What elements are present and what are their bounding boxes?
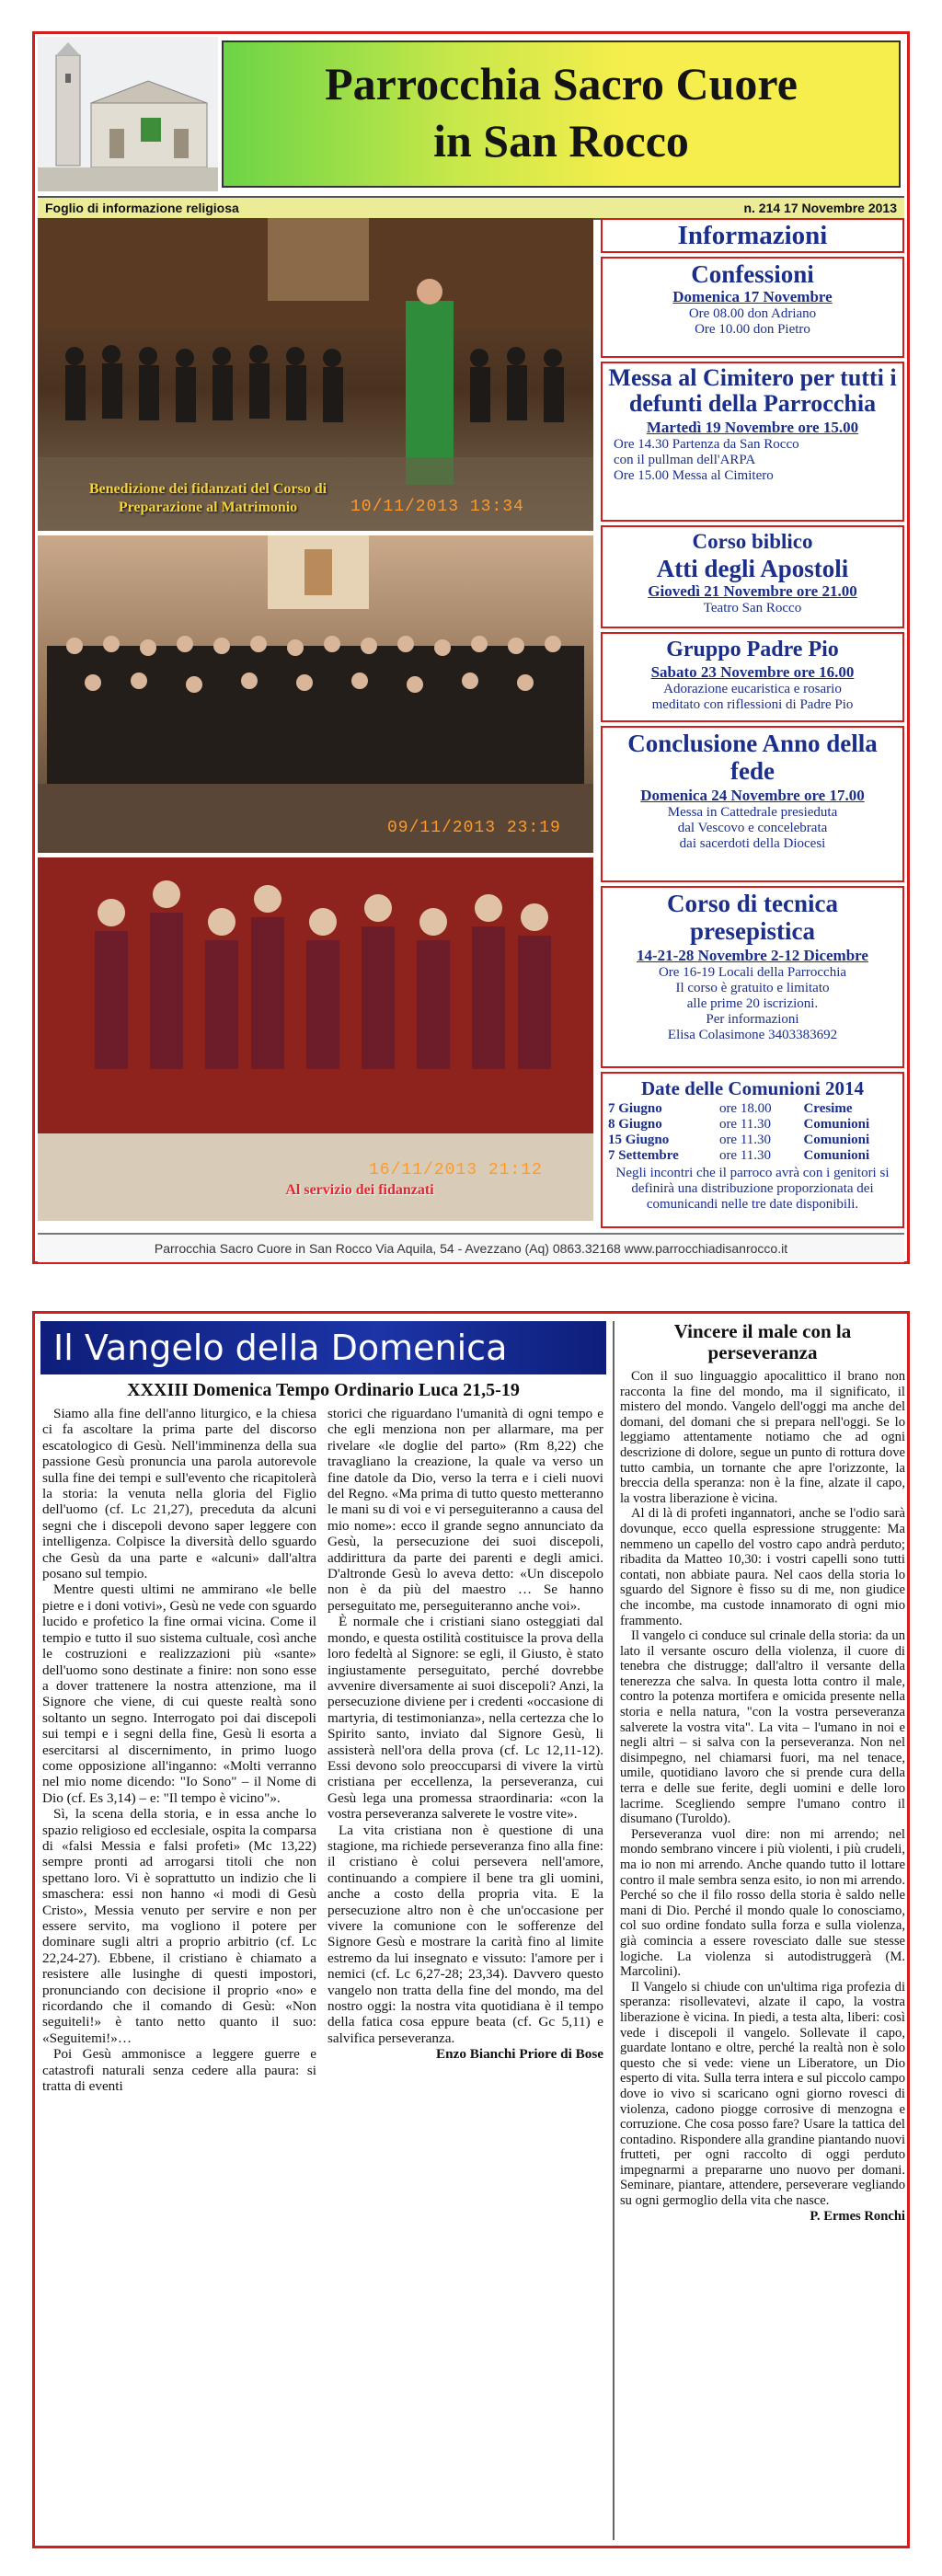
perseveranza-signature: P. Ermes Ronchi <box>810 2208 905 2224</box>
gospel-paragraph: È normale che i cristiani siano osteggiati dal mondo, e questa ostilità costituisce la prova della loro fedeltà al Signore: se egli, il Giusto, è stato ingiustamente perseguitato, perché dovrebbe avvenire diversamente ai suoi discepoli? Anzi, la persecuzione diviene per i credenti «occasione di martyria, di testimonianza», nella certezza che lo Spirito santo, inviato dal Signore Gesù, li assisterà nell'ora della prova (cf. Lc 12,11-12). Essi devono solo preoccuparsi di vivere la virtù cristiana per eccellenza, la perseveranza, cui Gesù lega una promessa straordinaria: «con la vostra perseveranza salverete le vostre vite». <box>327 1614 603 1823</box>
comunioni-table <box>603 1101 902 1164</box>
confessioni-title: Confessioni <box>691 260 814 288</box>
biblico-box <box>601 525 904 628</box>
comunione-row <box>603 1133 902 1148</box>
cimitero-line1: Ore 14.30 Partenza da San Rocco <box>614 437 799 452</box>
comunioni-box <box>601 1072 904 1228</box>
cimitero-line3: Ore 15.00 Messa al Cimitero <box>614 468 774 483</box>
fede-line2: dal Vescovo e concelebrata <box>677 821 828 835</box>
biblico-date: Giovedì 21 Novembre ore 21.00 <box>648 582 857 600</box>
comunione-time: ore 11.30 <box>718 1133 772 1147</box>
padrepio-title: Gruppo Padre Pio <box>666 638 839 661</box>
info-heading: Informazioni <box>677 221 828 250</box>
info-heading-box <box>601 218 904 253</box>
gospel-column-2 <box>327 1406 603 2063</box>
column-divider <box>613 1321 615 2540</box>
presepi-line3: alle prime 20 iscrizioni. <box>686 996 819 1011</box>
comunioni-title: Date delle Comunioni 2014 <box>640 1077 865 1099</box>
comunione-type: Comunioni <box>803 1133 870 1147</box>
gospel-paragraph: Mentre questi ultimi ne ammirano «le belle pietre e i doni votivi», Gesù ne vede con sguardo lucido e profetico la fine ormai vicina. Come il tempio e tutto il suo sistema cultuale, così anche le costruzioni e realizzazioni più «sante» dell'uomo sono destinate a finire: non sono esse a dover trattenere la nostra attenzione, ma il Signore che viene, di cui queste realtà sono soltanto un segno. Interrogato poi dai discepoli sui tempi e i segni della fine, Gesù li esorta a esercitarsi al discernimento, in primo luogo come opposizione all'inganno: «Molti verranno nel mio nome dicendo: "Io Sono" – il Nome di Dio (cf. Es 3,14) – e: "Il tempo è vicino"». <box>42 1581 316 1806</box>
title-line-2: in San Rocco <box>433 115 689 167</box>
title-box <box>222 40 901 188</box>
biblico-place: Teatro San Rocco <box>703 601 802 615</box>
confessioni-box <box>601 257 904 358</box>
title-line-1: Parrocchia Sacro Cuore <box>325 58 798 109</box>
comunione-date: 15 Giugno <box>608 1133 670 1147</box>
photo-volunteers <box>38 857 593 1221</box>
photo-timestamp-1: 10/11/2013 13:34 <box>350 498 524 516</box>
gospel-banner: Il Vangelo della Domenica <box>40 1321 606 1374</box>
perseveranza-column <box>620 1369 905 2224</box>
photo-group <box>38 535 593 853</box>
presepi-date: 14-21-28 Novembre 2-12 Dicembre <box>637 947 868 964</box>
comunione-row <box>603 1148 902 1164</box>
presepi-line2: Il corso è gratuito e limitato <box>675 981 830 995</box>
photo-caption-volunteers: Al servizio dei fidanzati <box>285 1182 434 1198</box>
perseveranza-title: Vincere il male con la perseveranza <box>673 1320 852 1363</box>
gospel-paragraph: Poi Gesù ammonisce a leggere guerre e catastrofi naturali senza cedere alla paura: si tratta di eventi <box>42 2046 316 2095</box>
perseveranza-paragraph: Perseveranza vuol dire: non mi arrendo; nel mondo sembrano vincere i più violenti, i più crudeli, ma io non mi arrendo. Anche quando tutto il lottare contro il male sembra senza esito, io non mi arrendo. Perché so che il filo rosso della storia è saldo nelle mani di Dio. Perché il mondo quale lo conosciamo, col suo ordine fondato sulla forza e sulla violenza, già comincia a essere rovesciato dalle sue stesse logiche. La violenza si autodistruggerà (M. Marcolini). <box>620 1826 905 1980</box>
gospel-paragraph: Siamo alla fine dell'anno liturgico, e la chiesa ci fa ascoltare la prima parte del discorso escatologico di Gesù. Nell'imminenza della sua passione Gesù pronuncia una parola autorevole sulla fine dei tempi e sull'evento che ricapitolerà la storia: la venuta nella gloria del Figlio dell'uomo (cf. Lc 21,27), preceduta da alcuni segni che i discepoli devono saper leggere con intelligenza. Colpisce la diversità dello sguardo che Gesù da una parte e «alcuni» dall'altra posano sul tempio. <box>42 1406 316 1582</box>
front-page <box>32 31 910 1264</box>
presepi-line4: Per informazioni <box>706 1012 799 1027</box>
padrepio-box <box>601 632 904 722</box>
cimitero-box <box>601 362 904 522</box>
info-column <box>601 218 904 1230</box>
gospel-page <box>32 1311 910 2548</box>
comunione-row <box>603 1117 902 1133</box>
church-illustration <box>38 37 218 191</box>
perseveranza-paragraph: Il vangelo ci conduce sul crinale della storia: da un lato il versante oscuro della violenza, il cuore di tenebra che distrugge; dall'altro il versante della tenerezza che salva. In questa lotta contro il male, contro la potenza mortifera e omicida presente nella storia e nella natura, "con la vostra perseveranza salverete la vostra vita". La vita – l'umano in noi e negli altri – si salva con la perseveranza. Non nel disimpegno, nel chiamarsi fuori, ma nel tenace, umile, quotidiano lavoro che si prende cura della terra e delle sue ferite, degli uomini e delle loro lacrime. Scegliendo sempre l'umano contro il disumano (Turoldo). <box>620 1628 905 1827</box>
presepi-title: Corso di tecnica presepistica <box>667 890 838 945</box>
fede-line3: dai sacerdoti della Diocesi <box>679 836 826 851</box>
comunione-date: 7 Settembre <box>608 1148 679 1163</box>
fede-box <box>601 726 904 882</box>
perseveranza-paragraph: Con il suo linguaggio apocalittico il brano non racconta la fine del mondo, ma il significato, il mistero del mondo. Vangelo dell'oggi ma anche del domani, del domani che si prepara nell'oggi. Se lo leggiamo attentamente notiamo che ad ogni descrizione di dolore, segue un punto di rottura dove tutto cambia, un tornante che apre l'orizzonte, la breccia della speranza: non è la fine, alzate il capo, la vostra liberazione è vicina. <box>620 1369 905 1506</box>
gospel-paragraph: La vita cristiana non è questione di una stagione, ma richiede perseveranza fino alla fine: il cristiano è colui persevera nell'amore, continuando a compiere il bene tra gli uomini, anche a costo della propria vita. E la persecuzione altro non è che un'occasione per vivere la comunione con le sofferenze del Signore Gesù e mostrare la carità fino al limite estremo da lui insegnato e vissuto: l'amore per i nemici (cf. Lc 6,27-28; 23,34). Davvero questo vangelo non tratta della fine del mondo, ma del nostro oggi: la nostra vita quotidiana è il tempo della fatica cosa eppure beata (cf. Gc 5,11) e salvifica perseveranza. <box>327 1822 603 2046</box>
comunione-type: Cresime <box>803 1101 853 1116</box>
comunione-type: Comunioni <box>803 1148 870 1163</box>
comunioni-note: Negli incontri che il parroco avrà con i genitori si definirà una distribuzione proporzionata dei comunicandi nelle tre date disponibili. <box>615 1166 890 1212</box>
masthead <box>38 37 904 191</box>
issue-strip <box>38 196 904 220</box>
comunione-time: ore 18.00 <box>718 1101 772 1116</box>
comunione-type: Comunioni <box>803 1117 870 1132</box>
gospel-signature: Enzo Bianchi Priore di Bose <box>436 2046 603 2063</box>
comunione-row <box>603 1101 902 1117</box>
confessioni-date: Domenica 17 Novembre <box>672 288 833 305</box>
gospel-column-1 <box>42 1406 316 2094</box>
photo-timestamp-2: 09/11/2013 23:19 <box>387 819 561 837</box>
perseveranza-paragraph: Il Vangelo si chiude con un'ultima riga profezia di speranza: risollevatevi, alzate il capo, la vostra liberazione è vicina. In piedi, a testa alta, liberi: così vede i discepoli il vangelo. Sollevate il capo, guardate lontano e oltre, perché la realtà non è solo questo che si vede: viene un Liberatore, un Dio esperto di vita. Sulla terra intera e sul piccolo campo dove io vivo si scaricano ogni giorno rovesci di violenza, cadono piogge corrosive di menzogna e corruzione. Che cosa posso fare? Usare la tattica del contadino. Rispondere alla grandine piantando nuovi frutteti, per ogni raccolto di oggi perduto impegnarmi a prepararne uno nuovo per domani. Seminare, piantare, attendere, perseverare vegliando su ogni germoglio della vita che nasce. <box>620 1979 905 2209</box>
comunione-date: 7 Giugno <box>608 1101 662 1116</box>
perseveranza-paragraph: Al di là di profeti ingannatori, anche se l'odio sarà dovunque, ecco quella espressione struggente: Ma nemmeno un capello del vostro capo andrà perduto; ribadita da Matteo 10,30: i vostri capelli sono tutti contati, non abbiate paura. Nel caos della storia lo sguardo del Signore è fisso su di me, non giudice che incombe, ma custode innamorato di ogni mio frammento. <box>620 1506 905 1628</box>
gospel-subtitle: XXXIII Domenica Tempo Ordinario Luca 21,5-19 <box>127 1380 520 1400</box>
cimitero-date: Martedì 19 Novembre ore 15.00 <box>646 419 859 436</box>
newsletter-subtitle: Foglio di informazione religiosa <box>45 201 239 215</box>
fede-title: Conclusione Anno della fede <box>627 730 878 785</box>
photo-caption-blessing: Benedizione dei fidanzati del Corso di Preparazione al Matrimonio <box>88 481 327 515</box>
presepi-line5: Elisa Colasimone 3403383692 <box>667 1028 838 1042</box>
confessioni-line2: Ore 10.00 don Pietro <box>695 322 810 337</box>
gospel-paragraph: storici che riguardano l'umanità di ogni tempo e che egli menziona non per allarmare, ma per rivelare «le doglie del parto» (Rm 8,22) che travagliano la creazione, la quale va verso un fine datole da Dio, verso la terra e i cieli nuovi del Regno. «Ma prima di tutto questo metteranno le mani su di voi e vi perseguiteranno a causa del mio nome»: ecco il grande segno annunciato da Gesù, la persecuzione dei suoi discepoli, addirittura da parte dei parenti e degli amici. D'altronde Gesù lo aveva detto: «Un discepolo non è da più del maestro … Se hanno perseguitato me, perseguiteranno anche voi». <box>327 1406 603 1614</box>
issue-number: n. 214 17 Novembre 2013 <box>743 201 897 215</box>
biblico-title2: Atti degli Apostoli <box>656 555 849 582</box>
biblico-title1: Corso biblico <box>692 530 813 553</box>
photo-timestamp-3: 16/11/2013 21:12 <box>369 1161 543 1179</box>
gospel-paragraph: Sì, la scena della storia, e in essa anche lo spazio religioso ed ecclesiale, ospita la comparsa di «falsi Messia e falsi profeti» (Mc 13,22) sempre pronti ad arrogarsi titoli che non spettano loro. Vi è soprattutto un indizio che li smaschera: essi non hanno «i modi di Gesù Cristo», Messia venuto per servire e non per essere servito, ma vogliono il potere per dominare sugli altri a proprio arbitrio (cf. Lc 22,24-27). Ebbene, il cristiano è chiamato a resistere alle lusinghe di questi impostori, pronunciando con decisione il proprio «no» e ricordando che il comando di Gesù: «Non seguiteli!» è tanto netto quanto il suo: «Seguitemi!»… <box>42 1806 316 2046</box>
fede-line1: Messa in Cattedrale presieduta <box>667 805 838 820</box>
presepi-box <box>601 886 904 1068</box>
confessioni-line1: Ore 08.00 don Adriano <box>688 306 817 321</box>
padrepio-date: Sabato 23 Novembre ore 16.00 <box>650 663 855 681</box>
fede-date: Domenica 24 Novembre ore 17.00 <box>640 787 865 804</box>
comunione-time: ore 11.30 <box>718 1117 772 1132</box>
comunione-time: ore 11.30 <box>718 1148 772 1163</box>
padrepio-line1: Adorazione eucaristica e rosario <box>663 682 842 696</box>
photo-blessing <box>38 218 593 531</box>
comunione-date: 8 Giugno <box>608 1117 662 1132</box>
parish-footer: Parrocchia Sacro Cuore in San Rocco Via Aquila, 54 - Avezzano (Aq) 0863.32168 www.parrocchiadisanrocco.it <box>38 1233 904 1262</box>
presepi-line1: Ore 16-19 Locali della Parrocchia <box>658 965 847 980</box>
padrepio-line2: meditato con riflessioni di Padre Pio <box>651 697 854 712</box>
cimitero-line2: con il pullman dell'ARPA <box>614 453 756 467</box>
cimitero-title: Messa al Cimitero per tutti i defunti della Parrocchia <box>608 364 897 417</box>
